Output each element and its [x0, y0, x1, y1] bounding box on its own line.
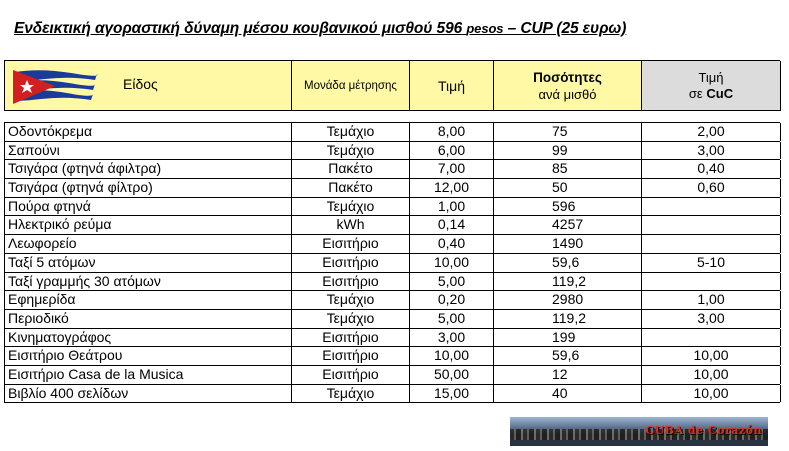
cuba-flag-icon — [11, 66, 99, 106]
cell-unit: Εισιτήριο — [292, 347, 410, 365]
cell-qty: 40 — [494, 385, 642, 403]
table-row — [4, 385, 780, 404]
table-row — [4, 160, 780, 179]
cell-item: Κινηματογράφος — [5, 329, 292, 347]
cell-cuc-price: 0,60 — [642, 179, 781, 197]
cell-unit: Εισιτήριο — [292, 366, 410, 384]
cell-qty: 119,2 — [494, 273, 642, 291]
cell-item: Βιβλίο 400 σελίδων — [5, 385, 292, 403]
cell-price: 0,20 — [410, 291, 494, 309]
header-cuc-line1: Τιμή — [698, 69, 724, 85]
title-prefix: Ενδεικτική αγοραστική δύναμη μέσου κουβανικού μισθού 596 — [14, 20, 463, 37]
cell-cuc-price — [642, 329, 781, 347]
cell-cuc-price — [642, 216, 781, 234]
cell-unit: Τεμάχιο — [292, 123, 410, 141]
cell-cuc-price: 10,00 — [642, 385, 781, 403]
table-row — [4, 123, 780, 142]
title-suffix: – CUP (25 ευρω) — [507, 20, 627, 37]
cell-unit: Τεμάχιο — [292, 291, 410, 309]
cell-cuc-price: 3,00 — [642, 142, 781, 160]
cell-price: 0,14 — [410, 216, 494, 234]
header-cuc-line2-bold: CuC — [706, 85, 734, 101]
cell-price: 5,00 — [410, 310, 494, 328]
cell-price: 3,00 — [410, 329, 494, 347]
title-currency: pesos — [466, 21, 504, 36]
cell-item: Σαπούνι — [5, 142, 292, 160]
cell-unit: Τεμάχιο — [292, 310, 410, 328]
table-header — [4, 60, 780, 111]
cell-cuc-price: 1,00 — [642, 291, 781, 309]
cell-item: Εισιτήριο Casa de la Musica — [5, 366, 292, 384]
table-body — [4, 122, 780, 403]
table-row — [4, 142, 780, 161]
cell-qty: 85 — [494, 160, 642, 178]
table-row — [4, 179, 780, 198]
cell-cuc-price: 0,40 — [642, 160, 781, 178]
table-row — [4, 216, 780, 235]
cell-qty: 75 — [494, 123, 642, 141]
cell-price: 5,00 — [410, 273, 494, 291]
cell-item: Τσιγάρα (φτηνά άφιλτρα) — [5, 160, 292, 178]
cell-unit: Εισιτήριο — [292, 254, 410, 272]
table-row — [4, 329, 780, 348]
header-qty — [494, 61, 642, 111]
cell-qty: 12 — [494, 366, 642, 384]
cell-item: Λεωφορείο — [5, 235, 292, 253]
table-row — [4, 366, 780, 385]
header-price: Τιμή — [410, 61, 494, 111]
cell-price: 10,00 — [410, 254, 494, 272]
table-row — [4, 291, 780, 310]
cell-price: 50,00 — [410, 366, 494, 384]
header-item — [5, 61, 292, 111]
cell-qty: 119,2 — [494, 310, 642, 328]
banner-text: CUBA de Corazón — [645, 424, 762, 437]
cell-qty: 59,6 — [494, 347, 642, 365]
cell-item: Οδοντόκρεμα — [5, 123, 292, 141]
cell-item: Περιοδικό — [5, 310, 292, 328]
header-item-label: Είδος — [123, 76, 158, 92]
cell-cuc-price — [642, 198, 781, 216]
cell-item: Εισιτήριο Θεάτρου — [5, 347, 292, 365]
header-qty-line2: ανά μισθό — [538, 86, 597, 102]
cuba-banner-image — [510, 417, 768, 446]
table-row — [4, 198, 780, 217]
cell-price: 8,00 — [410, 123, 494, 141]
cell-qty: 99 — [494, 142, 642, 160]
cell-item: Ταξί γραμμής 30 ατόμων — [5, 273, 292, 291]
cell-unit: Εισιτήριο — [292, 235, 410, 253]
cell-cuc-price — [642, 273, 781, 291]
cell-cuc-price: 2,00 — [642, 123, 781, 141]
cell-qty: 59,6 — [494, 254, 642, 272]
cell-item: Πούρα φτηνά — [5, 198, 292, 216]
cell-qty: 2980 — [494, 291, 642, 309]
table-row — [4, 254, 780, 273]
cell-unit: Εισιτήριο — [292, 329, 410, 347]
header-cuc-line2-prefix: σε — [688, 85, 703, 101]
header-cuc-line2 — [689, 86, 733, 102]
cell-price: 10,00 — [410, 347, 494, 365]
banner-sea — [510, 440, 768, 446]
cell-item: Τσιγάρα (φτηνά φίλτρο) — [5, 179, 292, 197]
cell-unit: kWh — [292, 216, 410, 234]
cell-unit: Πακέτο — [292, 160, 410, 178]
cell-price: 15,00 — [410, 385, 494, 403]
cell-qty: 4257 — [494, 216, 642, 234]
cell-cuc-price: 3,00 — [642, 310, 781, 328]
cell-qty: 50 — [494, 179, 642, 197]
header-qty-line1: Ποσότητες — [533, 69, 602, 85]
cell-price: 12,00 — [410, 179, 494, 197]
cell-unit: Τεμάχιο — [292, 198, 410, 216]
cell-unit: Τεμάχιο — [292, 385, 410, 403]
cell-item: Ηλεκτρικό ρεύμα — [5, 216, 292, 234]
cell-price: 7,00 — [410, 160, 494, 178]
cell-cuc-price: 10,00 — [642, 366, 781, 384]
cell-item: Ταξί 5 ατόμων — [5, 254, 292, 272]
cell-price: 0,40 — [410, 235, 494, 253]
page-title — [14, 20, 626, 38]
table-row — [4, 347, 780, 366]
table-row — [4, 273, 780, 292]
cell-qty: 1490 — [494, 235, 642, 253]
cell-unit: Εισιτήριο — [292, 273, 410, 291]
cell-cuc-price: 10,00 — [642, 347, 781, 365]
header-unit: Μονάδα μέτρησης — [292, 61, 410, 111]
cell-cuc-price — [642, 235, 781, 253]
cell-item: Εφημερίδα — [5, 291, 292, 309]
cell-qty: 596 — [494, 198, 642, 216]
cell-price: 1,00 — [410, 198, 494, 216]
cell-price: 6,00 — [410, 142, 494, 160]
cell-unit: Τεμάχιο — [292, 142, 410, 160]
cell-cuc-price: 5-10 — [642, 254, 781, 272]
cell-unit: Πακέτο — [292, 179, 410, 197]
header-cuc — [642, 61, 781, 111]
table-row — [4, 310, 780, 329]
cell-qty: 199 — [494, 329, 642, 347]
table-row — [4, 235, 780, 254]
